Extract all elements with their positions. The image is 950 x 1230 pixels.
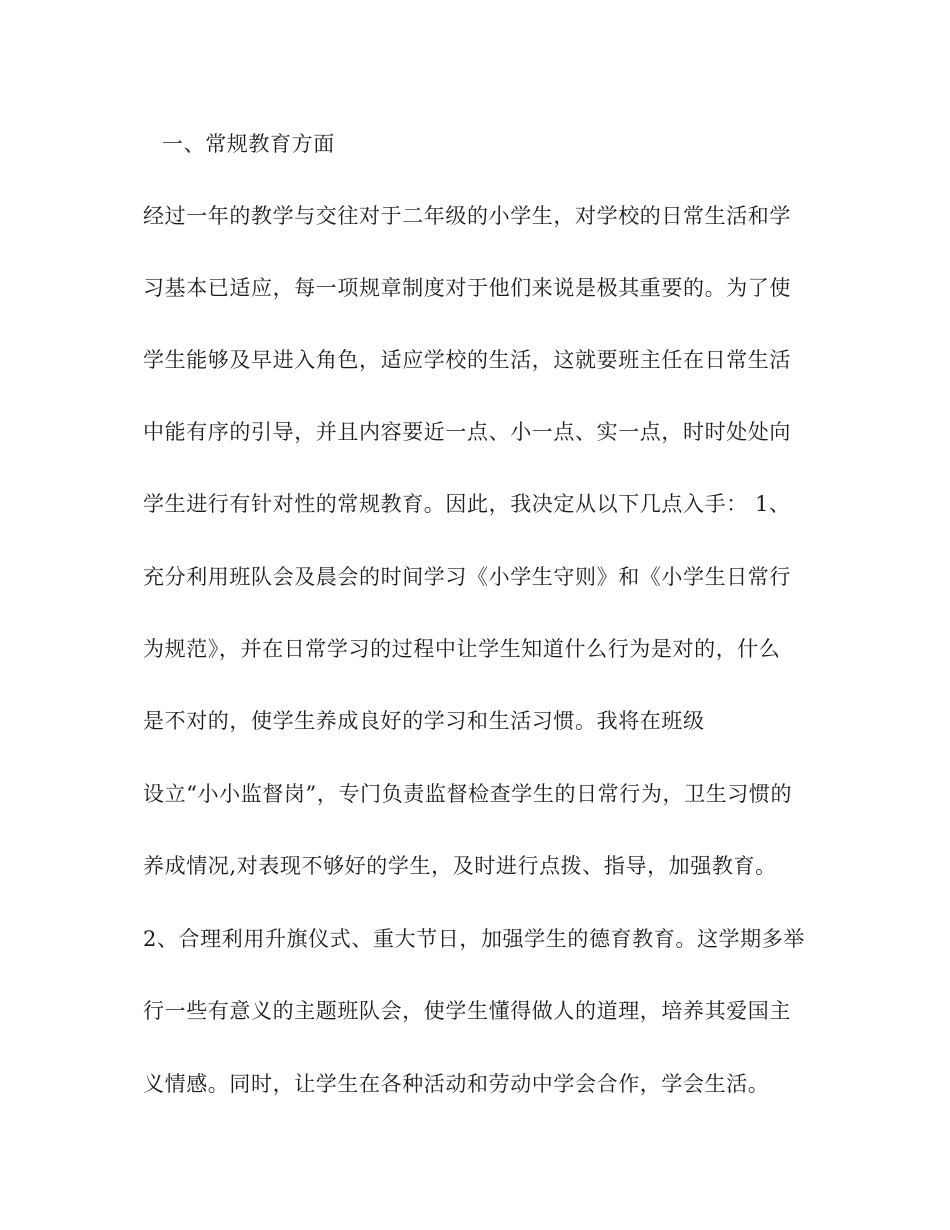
paragraph-line: 充分利用班队会及晨会的时间学习《小学生守则》和《小学生日常行 xyxy=(143,565,791,589)
section-heading: 一、常规教育方面 xyxy=(162,132,335,156)
paragraph-line: 义情感。同时，让学生在各种活动和劳动中学会合作，学会生活。 xyxy=(143,1072,770,1096)
paragraph-line: 习基本已适应，每一项规章制度对于他们来说是极其重要的。为了使 xyxy=(143,276,791,300)
paragraph-line: 2、合理利用升旗仪式、重大节日，加强学生的德育教育。这学期多举 xyxy=(143,927,805,951)
paragraph-line: 学生进行有针对性的常规教育。因此，我决定从以下几点入手： 1、 xyxy=(143,492,791,516)
paragraph-line: 中能有序的引导，并且内容要近一点、小一点、实一点，时时处处向 xyxy=(143,420,791,444)
paragraph-line: 学生能够及早进入角色，适应学校的生活，这就要班主任在日常生活 xyxy=(143,348,791,372)
paragraph-line: 养成情况,对表现不够好的学生，及时进行点拨、指导，加强教育。 xyxy=(143,854,777,878)
paragraph-line: 经过一年的教学与交往对于二年级的小学生，对学校的日常生活和学 xyxy=(143,204,791,228)
paragraph-line: 是不对的，使学生养成良好的学习和生活习惯。我将在班级 xyxy=(143,709,705,733)
paragraph-line: 为规范》，并在日常学习的过程中让学生知道什么行为是对的，什么 xyxy=(143,637,781,661)
paragraph-line: 设立“小小监督岗”，专门负责监督检查学生的日常行为，卫生习惯的 xyxy=(143,782,793,806)
paragraph-line: 行一些有意义的主题班队会，使学生懂得做人的道理，培养其爱国主 xyxy=(143,999,791,1023)
